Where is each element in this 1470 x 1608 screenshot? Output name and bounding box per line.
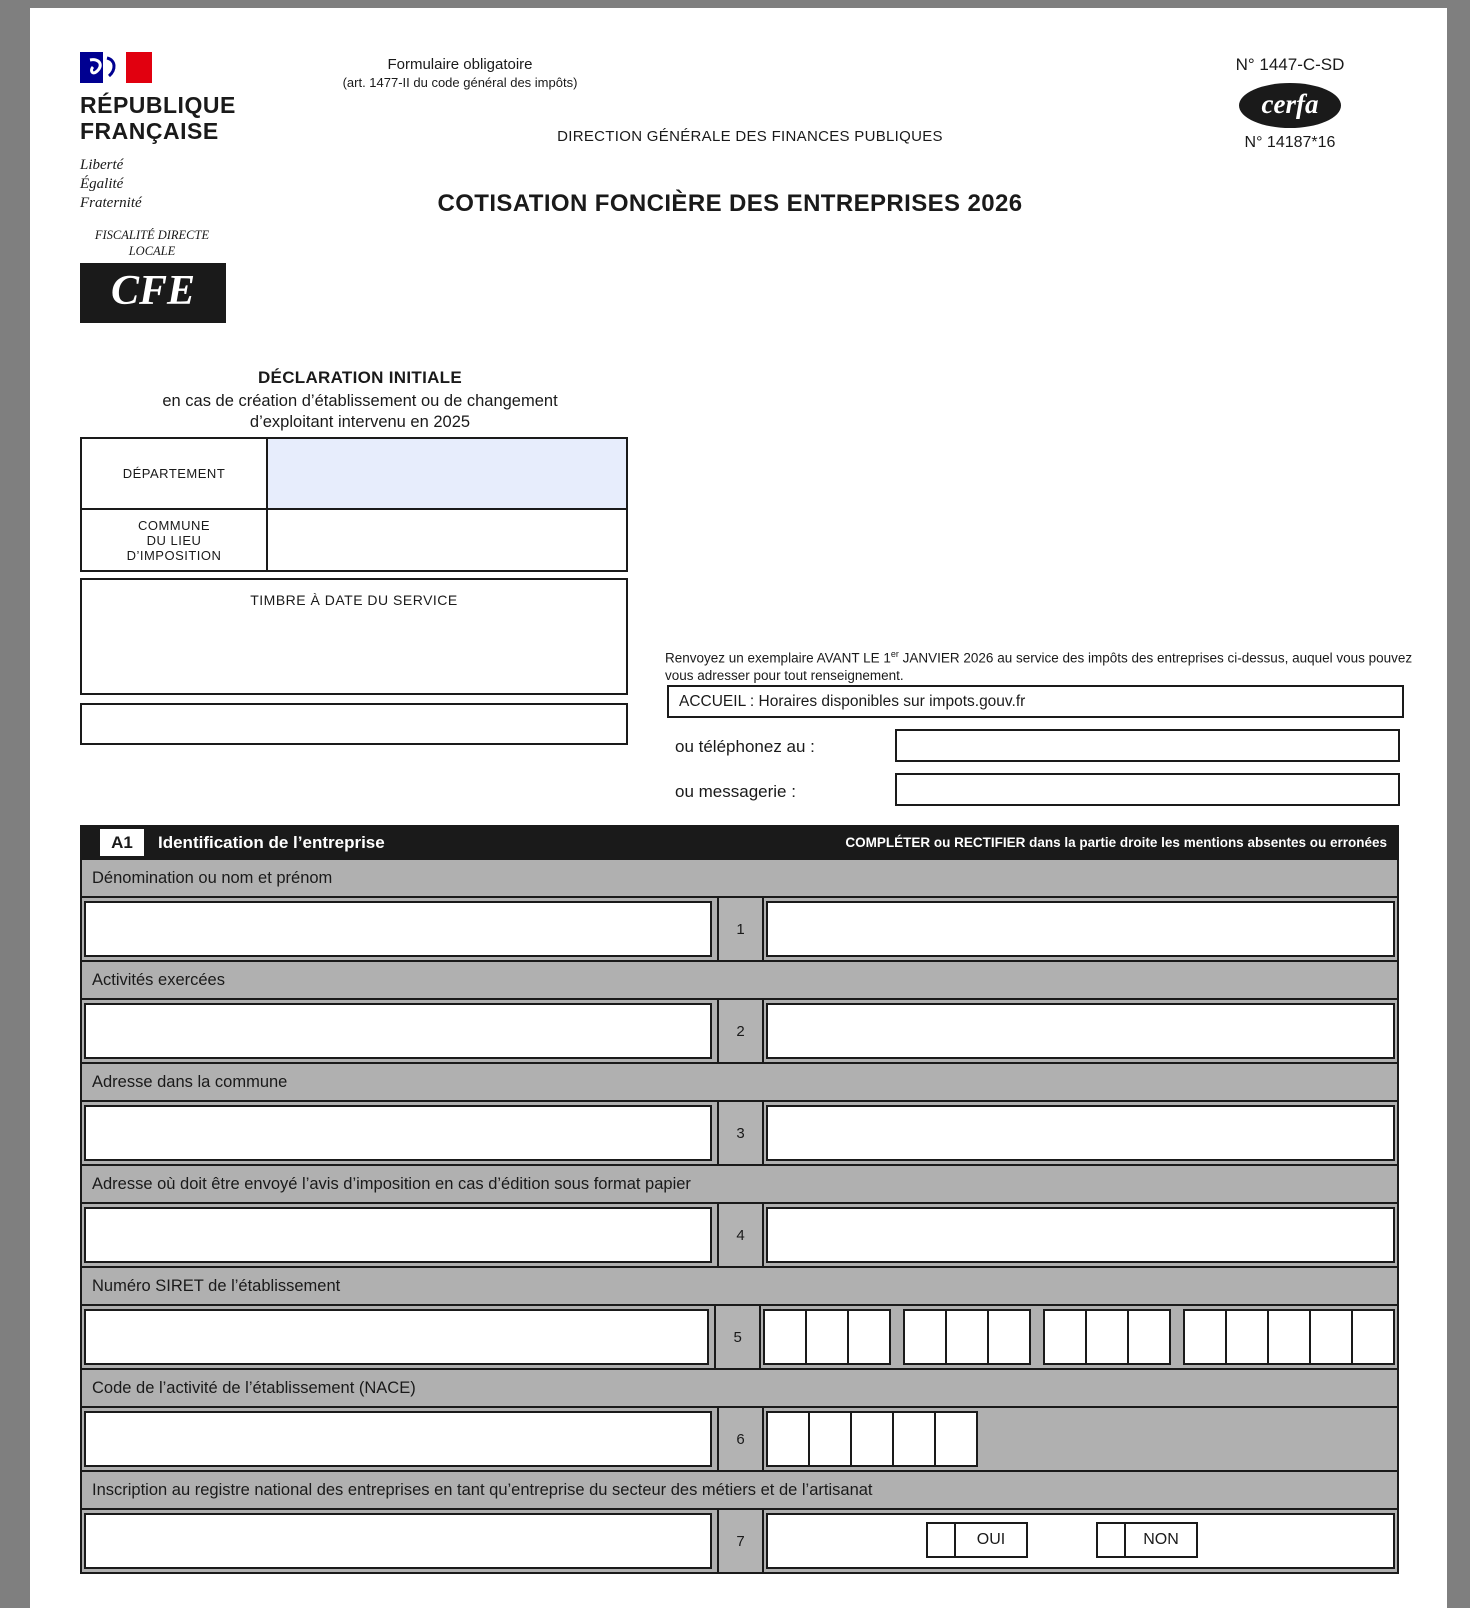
- option-oui: [926, 1522, 1028, 1558]
- a1-row-label: Dénomination ou nom et prénom: [82, 860, 1397, 898]
- republique-francaise-logo: [80, 52, 236, 213]
- digit-cell[interactable]: [766, 1411, 810, 1467]
- departement-commune-table: [80, 437, 628, 572]
- a1-field-right[interactable]: [766, 1003, 1395, 1059]
- accueil-field[interactable]: ACCUEIL : Horaires disponibles sur impots.gouv.fr: [667, 685, 1404, 718]
- checkbox-label: OUI: [954, 1522, 1028, 1558]
- cerfa-block: [1195, 55, 1385, 152]
- digit-cell[interactable]: [934, 1411, 978, 1467]
- a1-field-left[interactable]: [84, 1309, 709, 1365]
- a1-field-left[interactable]: [84, 901, 712, 957]
- a1-row: [82, 1408, 1397, 1472]
- digit-group: [766, 1408, 978, 1470]
- a1-row-label: Inscription au registre national des entreprises en tant qu’entreprise du secteur des métiers et de l’artisanat: [82, 1472, 1397, 1510]
- french-flag-icon: [80, 52, 152, 83]
- declaration-subtitle-line1: en cas de création d’établissement ou de changement: [162, 392, 558, 410]
- commune-label-line1: COMMUNE: [137, 517, 211, 533]
- digit-group: [903, 1306, 1031, 1368]
- checkbox[interactable]: [926, 1522, 956, 1558]
- digit-group: [763, 1306, 891, 1368]
- a1-field-right: [766, 1513, 1395, 1569]
- departement-field[interactable]: [268, 439, 626, 508]
- digit-group: [1183, 1306, 1395, 1368]
- motto-fraternite: Fraternité: [80, 195, 142, 211]
- a1-field-right[interactable]: [766, 901, 1395, 957]
- cfe-badge-text: CFE: [110, 268, 196, 314]
- phone-field[interactable]: [895, 729, 1400, 762]
- digit-cell[interactable]: [1225, 1309, 1269, 1365]
- pdf-page: [30, 8, 1447, 1608]
- a1-row: [82, 1000, 1397, 1064]
- form-required-line2: (art. 1477-II du code général des impôts): [342, 75, 578, 90]
- option-non: [1096, 1522, 1198, 1558]
- email-label: ou messagerie :: [675, 782, 796, 801]
- digit-cell[interactable]: [763, 1309, 807, 1365]
- motto-egalite: Égalité: [80, 176, 124, 192]
- a1-row-number: 2: [717, 1000, 764, 1062]
- fiscalite-line1: FISCALITÉ DIRECTE: [94, 228, 210, 242]
- a1-row: [82, 1306, 1397, 1370]
- form-required-line1: Formulaire obligatoire: [387, 56, 533, 73]
- a1-row-number: 7: [717, 1510, 764, 1572]
- digit-cell[interactable]: [1043, 1309, 1087, 1365]
- commune-label-line3: D’IMPOSITION: [126, 547, 222, 563]
- commune-label-line2: DU LIEU: [146, 532, 202, 548]
- digit-cell[interactable]: [1085, 1309, 1129, 1365]
- cerfa-logo-text: cerfa: [1261, 88, 1319, 119]
- declaration-initiale-heading: [90, 368, 630, 433]
- section-a1-title: Identification de l’entreprise: [158, 832, 385, 852]
- a1-row-label: Code de l’activité de l’établissement (NACE): [82, 1370, 1397, 1408]
- digit-cell[interactable]: [1351, 1309, 1395, 1365]
- email-field[interactable]: [895, 773, 1400, 806]
- section-a1-header: [80, 825, 1399, 860]
- a1-row-label: Adresse dans la commune: [82, 1064, 1397, 1102]
- a1-row: [82, 1204, 1397, 1268]
- digit-cell[interactable]: [987, 1309, 1031, 1365]
- renvoyez-sup: er: [890, 649, 899, 659]
- cfe-badge: [80, 263, 226, 323]
- timbre-a-date-box: [80, 578, 628, 695]
- section-a1-instruction: COMPLÉTER ou RECTIFIER dans la partie droite les mentions absentes ou erronées: [845, 835, 1387, 850]
- renvoyez-text-post: JANVIER 2026 au service des impôts des entreprises ci-dessus, auquel vous pouvez vous adresser pour tout renseignement.: [665, 650, 1413, 683]
- boolean-options: [768, 1515, 1393, 1558]
- a1-row-number: 6: [717, 1408, 764, 1470]
- digit-cell[interactable]: [945, 1309, 989, 1365]
- fiscalite-line2: LOCALE: [128, 244, 176, 258]
- digit-group: [1043, 1306, 1171, 1368]
- motto-liberte: Liberté: [80, 157, 124, 173]
- a1-row-number: 5: [714, 1306, 761, 1368]
- digit-cell[interactable]: [903, 1309, 947, 1365]
- digit-cell[interactable]: [847, 1309, 891, 1365]
- a1-row-number: 1: [717, 898, 764, 960]
- commune-label: [82, 510, 268, 570]
- renvoyez-text-pre: Renvoyez un exemplaire AVANT LE 1: [665, 650, 891, 666]
- declaration-title: DÉCLARATION INITIALE: [257, 368, 462, 387]
- renvoyez-instructions: [665, 646, 1413, 684]
- cerfa-logo: [1239, 83, 1341, 128]
- a1-row-label: Adresse où doit être envoyé l’avis d’imposition en cas d’édition sous format papier: [82, 1166, 1397, 1204]
- declaration-subtitle-line2: d’exploitant intervenu en 2025: [249, 413, 471, 431]
- section-a1: [80, 825, 1399, 1574]
- digit-cell[interactable]: [805, 1309, 849, 1365]
- a1-field-right[interactable]: [766, 1207, 1395, 1263]
- a1-field-left[interactable]: [84, 1003, 712, 1059]
- digit-cell[interactable]: [1127, 1309, 1171, 1365]
- direction-generale-title: DIRECTION GÉNÉRALE DES FINANCES PUBLIQUES: [557, 128, 943, 145]
- a1-digit-boxes: [763, 1306, 1395, 1368]
- section-a1-body: [80, 860, 1399, 1574]
- a1-field-left[interactable]: [84, 1105, 712, 1161]
- fiscalite-directe-locale-label: [52, 227, 252, 259]
- digit-cell[interactable]: [1309, 1309, 1353, 1365]
- a1-field-right[interactable]: [766, 1105, 1395, 1161]
- digit-cell[interactable]: [808, 1411, 852, 1467]
- a1-row: [82, 898, 1397, 962]
- form-required-note: [280, 56, 640, 90]
- service-address-box[interactable]: [80, 703, 628, 745]
- a1-row-label: Activités exercées: [82, 962, 1397, 1000]
- checkbox-label: NON: [1124, 1522, 1198, 1558]
- a1-row-number: 3: [717, 1102, 764, 1164]
- digit-cell[interactable]: [850, 1411, 894, 1467]
- digit-cell[interactable]: [1183, 1309, 1227, 1365]
- digit-cell[interactable]: [1267, 1309, 1311, 1365]
- form-number: N° 1447-C-SD: [1235, 55, 1345, 74]
- phone-label: ou téléphonez au :: [675, 737, 815, 756]
- departement-label: DÉPARTEMENT: [82, 439, 268, 508]
- a1-field-left[interactable]: [84, 1513, 712, 1569]
- digit-cell[interactable]: [892, 1411, 936, 1467]
- cerfa-number: N° 14187*16: [1244, 134, 1336, 151]
- francaise-text: FRANÇAISE: [80, 118, 219, 144]
- a1-field-left[interactable]: [84, 1207, 712, 1263]
- commune-field[interactable]: [268, 510, 626, 570]
- checkbox[interactable]: [1096, 1522, 1126, 1558]
- a1-row-label: Numéro SIRET de l’établissement: [82, 1268, 1397, 1306]
- republique-text: RÉPUBLIQUE: [80, 92, 236, 118]
- section-a1-code: A1: [100, 829, 144, 856]
- timbre-label: TIMBRE À DATE DU SERVICE: [250, 592, 458, 608]
- page-title: COTISATION FONCIÈRE DES ENTREPRISES 2026: [437, 190, 1023, 217]
- a1-digit-boxes: [766, 1408, 1395, 1470]
- a1-field-left[interactable]: [84, 1411, 712, 1467]
- a1-row-number: 4: [717, 1204, 764, 1266]
- a1-row: [82, 1102, 1397, 1166]
- a1-row: [82, 1510, 1397, 1574]
